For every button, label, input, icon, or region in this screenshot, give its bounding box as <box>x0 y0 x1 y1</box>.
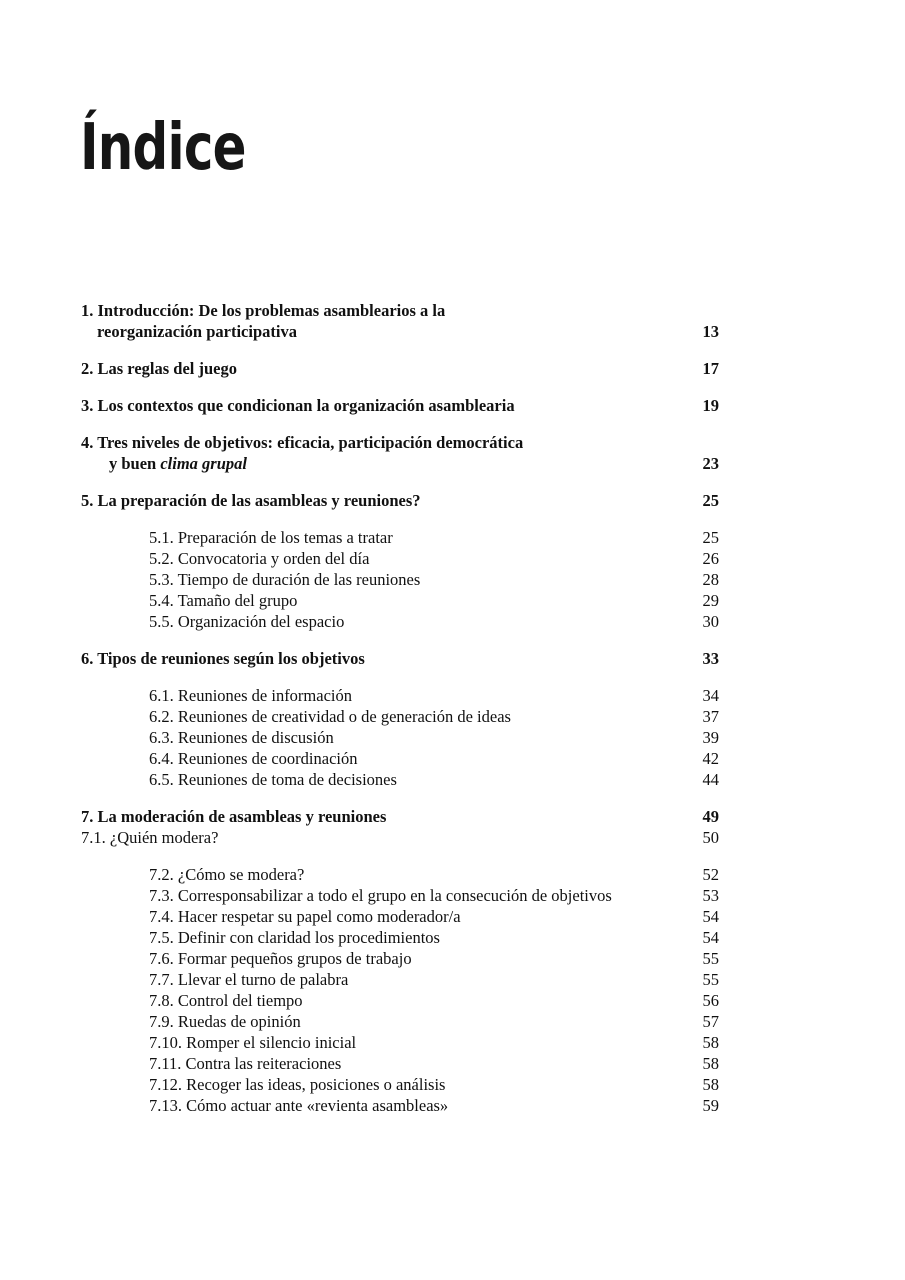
toc-entry-ch1 <box>81 300 721 321</box>
toc-subentry <box>81 1095 721 1116</box>
toc-entry-label: 7.2. ¿Cómo se modera? <box>149 865 305 884</box>
toc-subentry <box>81 1011 721 1032</box>
toc-page-number: 25 <box>702 491 719 510</box>
toc-subentry <box>81 990 721 1011</box>
toc-entry-label: 7.8. Control del tiempo <box>149 991 303 1010</box>
toc-subentry <box>81 611 721 632</box>
toc-page-number: 58 <box>702 1033 719 1052</box>
toc-entry-label: 6.1. Reuniones de información <box>149 686 352 705</box>
toc-page-number: 29 <box>702 591 719 610</box>
toc-entry-ch3 <box>81 395 721 416</box>
toc-entry-ch5 <box>81 490 721 511</box>
toc-page-number: 50 <box>702 828 719 847</box>
toc-subentry <box>81 569 721 590</box>
toc-page-number: 58 <box>702 1054 719 1073</box>
toc-entry-label: 6.5. Reuniones de toma de decisiones <box>149 770 397 789</box>
toc-entry-label: 1. Introducción: De los problemas asamblearios a la <box>81 301 446 320</box>
toc-entry-label: 5.1. Preparación de los temas a tratar <box>149 528 393 547</box>
toc-entry-ch4 <box>81 432 721 453</box>
toc-sublist-ch5 <box>81 527 721 632</box>
toc-page-number: 57 <box>702 1012 719 1031</box>
toc-entry-label-italic: clima grupal <box>160 454 247 473</box>
toc-entry-7-1 <box>81 827 721 848</box>
toc-entry-label: 6.2. Reuniones de creatividad o de generación de ideas <box>149 707 511 726</box>
toc-entry-label: 7.13. Cómo actuar ante «revienta asambleas» <box>149 1096 449 1115</box>
toc-entry-label: 3. Los contextos que condicionan la organización asamblearia <box>81 396 515 415</box>
toc-subentry <box>81 727 721 748</box>
toc-entry-label: 5.5. Organización del espacio <box>149 612 345 631</box>
toc-subentry <box>81 748 721 769</box>
toc-page-number: 49 <box>702 807 719 826</box>
toc-page-number: 53 <box>702 886 719 905</box>
toc-entry-label: 7.4. Hacer respetar su papel como moderador/a <box>149 907 461 926</box>
toc-sublist-ch7 <box>81 864 721 1116</box>
toc-entry-label: 5.2. Convocatoria y orden del día <box>149 549 370 568</box>
toc-entry-label: 7.11. Contra las reiteraciones <box>149 1054 342 1073</box>
toc-subentry <box>81 927 721 948</box>
toc-entry-label: 5.3. Tiempo de duración de las reuniones <box>149 570 421 589</box>
toc-entry-label: 6.4. Reuniones de coordinación <box>149 749 358 768</box>
toc-page-number: 54 <box>702 928 719 947</box>
toc-entry-label: 7.9. Ruedas de opinión <box>149 1012 301 1031</box>
toc-subentry <box>81 527 721 548</box>
toc-entry-ch7 <box>81 806 721 827</box>
toc-entry-label: 6.3. Reuniones de discusión <box>149 728 334 747</box>
toc-entry-label: reorganización participativa <box>97 322 297 341</box>
toc-entry-label: 7.6. Formar pequeños grupos de trabajo <box>149 949 412 968</box>
toc-entry-label: 7. La moderación de asambleas y reuniones <box>81 807 387 826</box>
toc-subentry <box>81 1032 721 1053</box>
toc-subentry <box>81 769 721 790</box>
toc-page-number: 58 <box>702 1075 719 1094</box>
toc-subentry <box>81 685 721 706</box>
toc-subentry <box>81 906 721 927</box>
toc-page-number: 17 <box>702 359 719 378</box>
toc-page-number: 56 <box>702 991 719 1010</box>
toc-page-number: 33 <box>702 649 719 668</box>
toc-page-number: 25 <box>702 528 719 547</box>
toc-entry-label-part: y buen <box>109 454 157 473</box>
table-of-contents <box>81 300 721 1116</box>
toc-subentry <box>81 969 721 990</box>
toc-entry-label: 7.1. ¿Quién modera? <box>81 828 219 847</box>
toc-subentry <box>81 1053 721 1074</box>
toc-subentry <box>81 590 721 611</box>
toc-entry-label: 2. Las reglas del juego <box>81 359 237 378</box>
toc-page-number: 44 <box>702 770 719 789</box>
toc-subentry <box>81 885 721 906</box>
toc-entry-label: 7.3. Corresponsabilizar a todo el grupo en la consecución de objetivos <box>149 886 612 905</box>
toc-entry-ch1-cont <box>81 321 721 342</box>
toc-entry-ch6 <box>81 648 721 669</box>
toc-page-number: 37 <box>702 707 719 726</box>
toc-subentry <box>81 948 721 969</box>
toc-page-number: 13 <box>702 322 719 341</box>
toc-page-number: 34 <box>702 686 719 705</box>
toc-page-number: 54 <box>702 907 719 926</box>
toc-entry-label <box>81 453 247 474</box>
toc-page-number: 55 <box>702 949 719 968</box>
toc-entry-label: 7.12. Recoger las ideas, posiciones o análisis <box>149 1075 446 1094</box>
toc-entry-label: 4. Tres niveles de objetivos: eficacia, participación democrática <box>81 433 524 452</box>
toc-subentry <box>81 864 721 885</box>
toc-page-number: 59 <box>702 1096 719 1115</box>
toc-page-number: 28 <box>702 570 719 589</box>
toc-subentry <box>81 1074 721 1095</box>
toc-page-number: 23 <box>702 454 719 473</box>
page-title: Índice <box>80 111 246 185</box>
toc-entry-label: 7.10. Romper el silencio inicial <box>149 1033 357 1052</box>
toc-entry-ch2 <box>81 358 721 379</box>
toc-subentry <box>81 706 721 727</box>
toc-entry-label: 7.5. Definir con claridad los procedimientos <box>149 928 440 947</box>
toc-entry-label: 7.7. Llevar el turno de palabra <box>149 970 349 989</box>
toc-page-number: 19 <box>702 396 719 415</box>
toc-page-number: 42 <box>702 749 719 768</box>
toc-page-number: 39 <box>702 728 719 747</box>
toc-page-number: 52 <box>702 865 719 884</box>
toc-entry-label: 5. La preparación de las asambleas y reuniones? <box>81 491 421 510</box>
toc-entry-ch4-cont <box>81 453 721 474</box>
toc-page-number: 55 <box>702 970 719 989</box>
toc-page-number: 26 <box>702 549 719 568</box>
toc-entry-label: 6. Tipos de reuniones según los objetivos <box>81 649 365 668</box>
toc-subentry <box>81 548 721 569</box>
toc-sublist-ch6 <box>81 685 721 790</box>
toc-entry-label: 5.4. Tamaño del grupo <box>149 591 298 610</box>
toc-page-number: 30 <box>702 612 719 631</box>
